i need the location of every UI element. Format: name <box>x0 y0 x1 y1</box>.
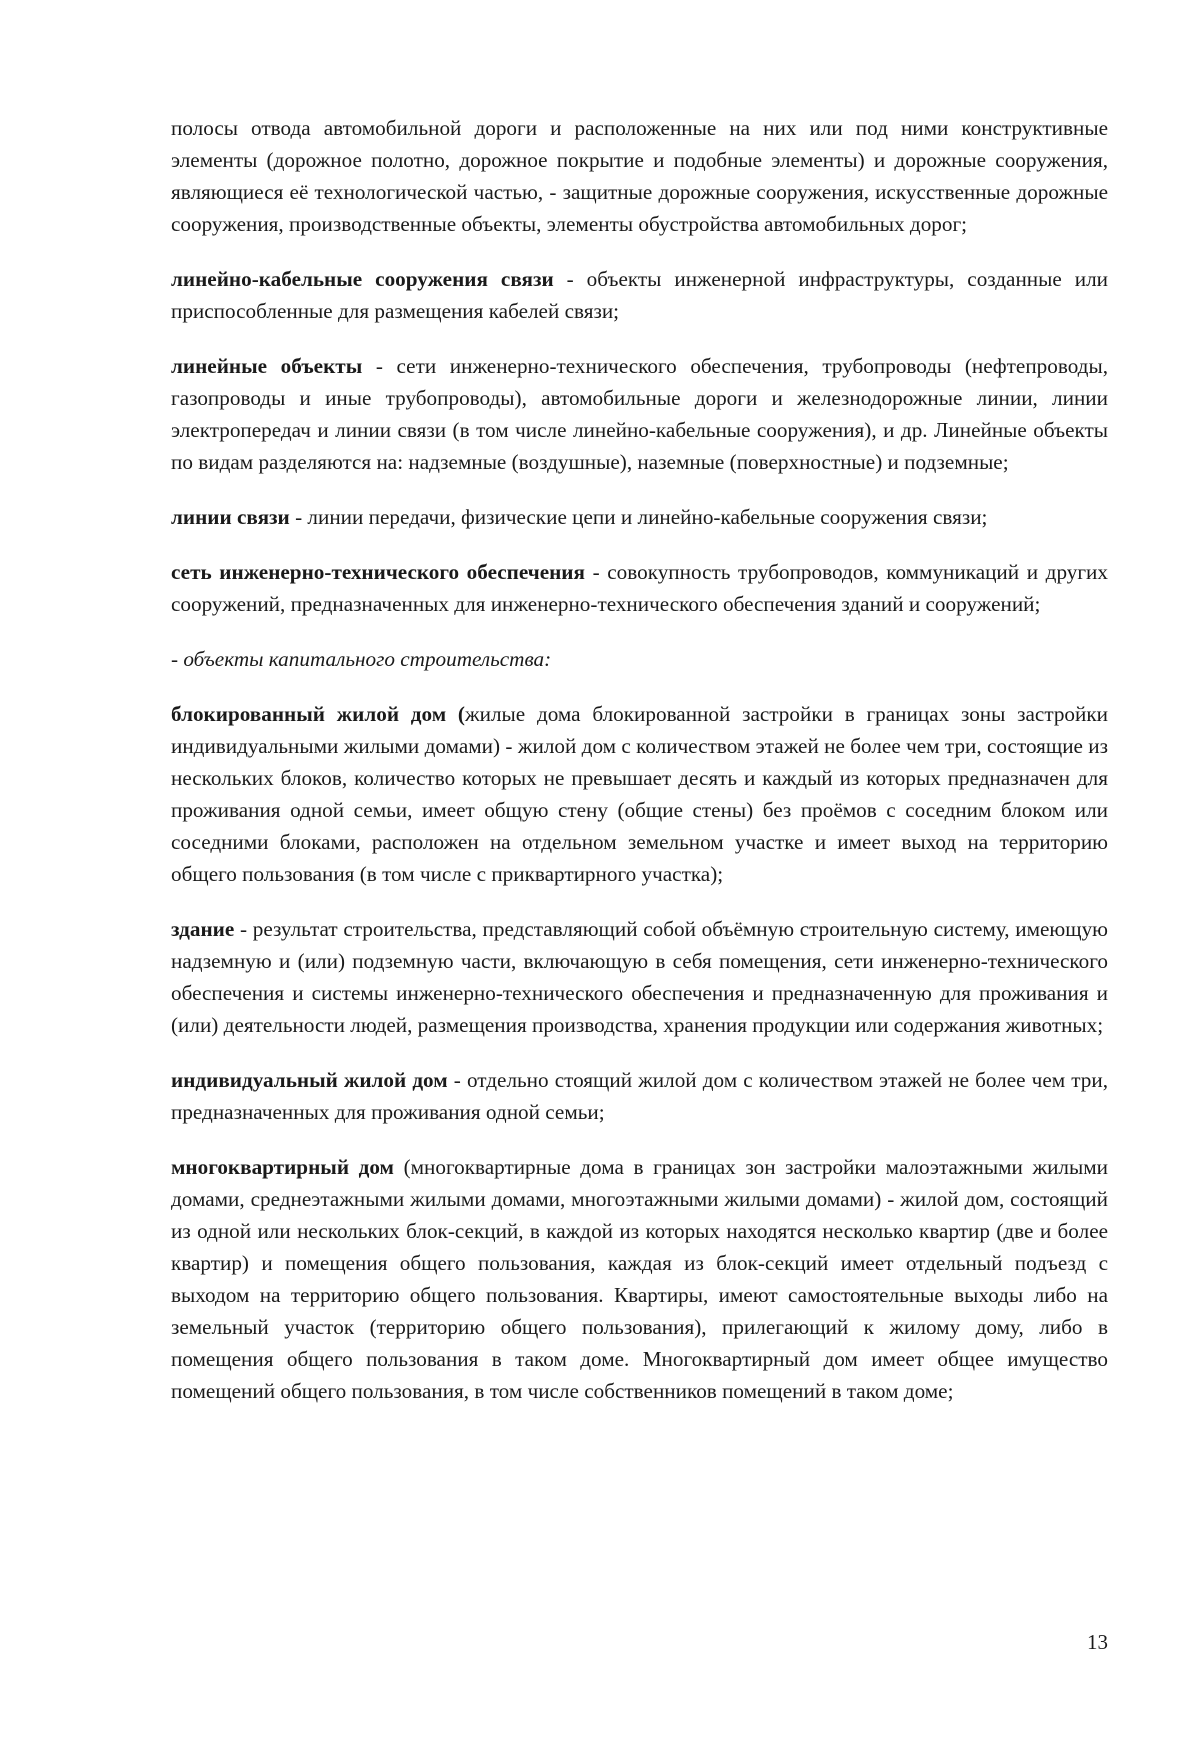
paragraph-road-elements <box>171 112 1108 240</box>
page-number: 13 <box>1087 1630 1108 1654</box>
definition-term: многоквартирный дом <box>171 1155 394 1179</box>
definition-text: - совокупность трубопроводов, коммуникаций и других сооружений, предназначенных для инженерно-технического обеспечения зданий и сооружений; <box>171 560 1108 616</box>
definition-linear-cable-structures <box>171 263 1108 327</box>
document-page <box>171 112 1108 1430</box>
definition-term: индивидуальный жилой дом <box>171 1068 448 1092</box>
definition-term: блокированный жилой дом ( <box>171 702 465 726</box>
definition-apartment-building <box>171 1151 1108 1407</box>
definition-text: - сети инженерно-технического обеспечения, трубопроводы (нефтепроводы, газопроводы и иные трубопроводы), автомобильные дороги и железнодорожные линии, линии электропередач и линии связи (в том числе линейно-кабельные сооружения), и др. Линейные объекты по видам разделяются на: надземные (воздушные), наземные (поверхностные) и подземные; <box>171 354 1108 474</box>
definition-text: жилые дома блокированной застройки в границах зоны застройки индивидуальными жилыми домами) - жилой дом с количеством этажей не более чем три, состоящие из нескольких блоков, количество которых не превышает десять и каждый из которых предназначен для проживания одной семьи, имеет общую стену (общие стены) без проёмов с соседним блоком или соседними блоками, расположен на отдельном земельном участке и имеет выход на территорию общего пользования (в том числе с приквартирного участка); <box>171 702 1108 886</box>
definition-engineering-network <box>171 556 1108 620</box>
definition-term: линейно-кабельные сооружения связи <box>171 267 554 291</box>
definition-term: линейные объекты <box>171 354 363 378</box>
definition-blocked-house <box>171 698 1108 890</box>
definition-text: - объекты инженерной инфраструктуры, созданные или приспособленные для размещения кабелей связи; <box>171 267 1108 323</box>
definition-individual-house <box>171 1064 1108 1128</box>
section-subheading <box>171 643 1108 675</box>
definition-term: линии связи <box>171 505 290 529</box>
definition-text: - линии передачи, физические цепи и линейно-кабельные сооружения связи; <box>289 505 988 529</box>
definition-term: сеть инженерно-технического обеспечения <box>171 560 585 584</box>
definition-communication-lines <box>171 501 1108 533</box>
definition-building <box>171 913 1108 1041</box>
definition-text: - отдельно стоящий жилой дом с количеством этажей не более чем три, предназначенных для проживания одной семьи; <box>171 1068 1109 1124</box>
definition-text: (многоквартирные дома в границах зон застройки малоэтажными жилыми домами, среднеэтажными жилыми домами, многоэтажными жилыми домами) - жилой дом, состоящий из одной или нескольких блок-секций, в каждой из которых находятся несколько квартир (две и более квартир) и помещения общего пользования, каждая из блок-секций имеет отдельный подъезд с выходом на территорию общего пользования. Квартиры, имеют самостоятельные выходы либо на земельный участок (территорию общего пользования), прилегающий к жилому дому, либо в помещения общего пользования в таком доме. Многоквартирный дом имеет общее имущество помещений общего пользования, в том числе собственников помещений в таком доме; <box>171 1155 1108 1403</box>
paragraph-text: полосы отвода автомобильной дороги и расположенные на них или под ними конструктивные элементы (дорожное полотно, дорожное покрытие и подобные элементы) и дорожные сооружения, являющиеся её технологической частью, - защитные дорожные сооружения, искусственные дорожные сооружения, производственные объекты, элементы обустройства автомобильных дорог; <box>171 116 1108 236</box>
section-note: - объекты капитального строительства: <box>171 647 552 671</box>
definition-term: здание <box>171 917 235 941</box>
definition-linear-objects <box>171 350 1108 478</box>
definition-text: - результат строительства, представляющий собой объёмную строительную систему, имеющую надземную и (или) подземную части, включающую в себя помещения, сети инженерно-технического обеспечения и системы инженерно-технического обеспечения и предназначенную для проживания и (или) деятельности людей, размещения производства, хранения продукции или содержания животных; <box>171 917 1108 1037</box>
